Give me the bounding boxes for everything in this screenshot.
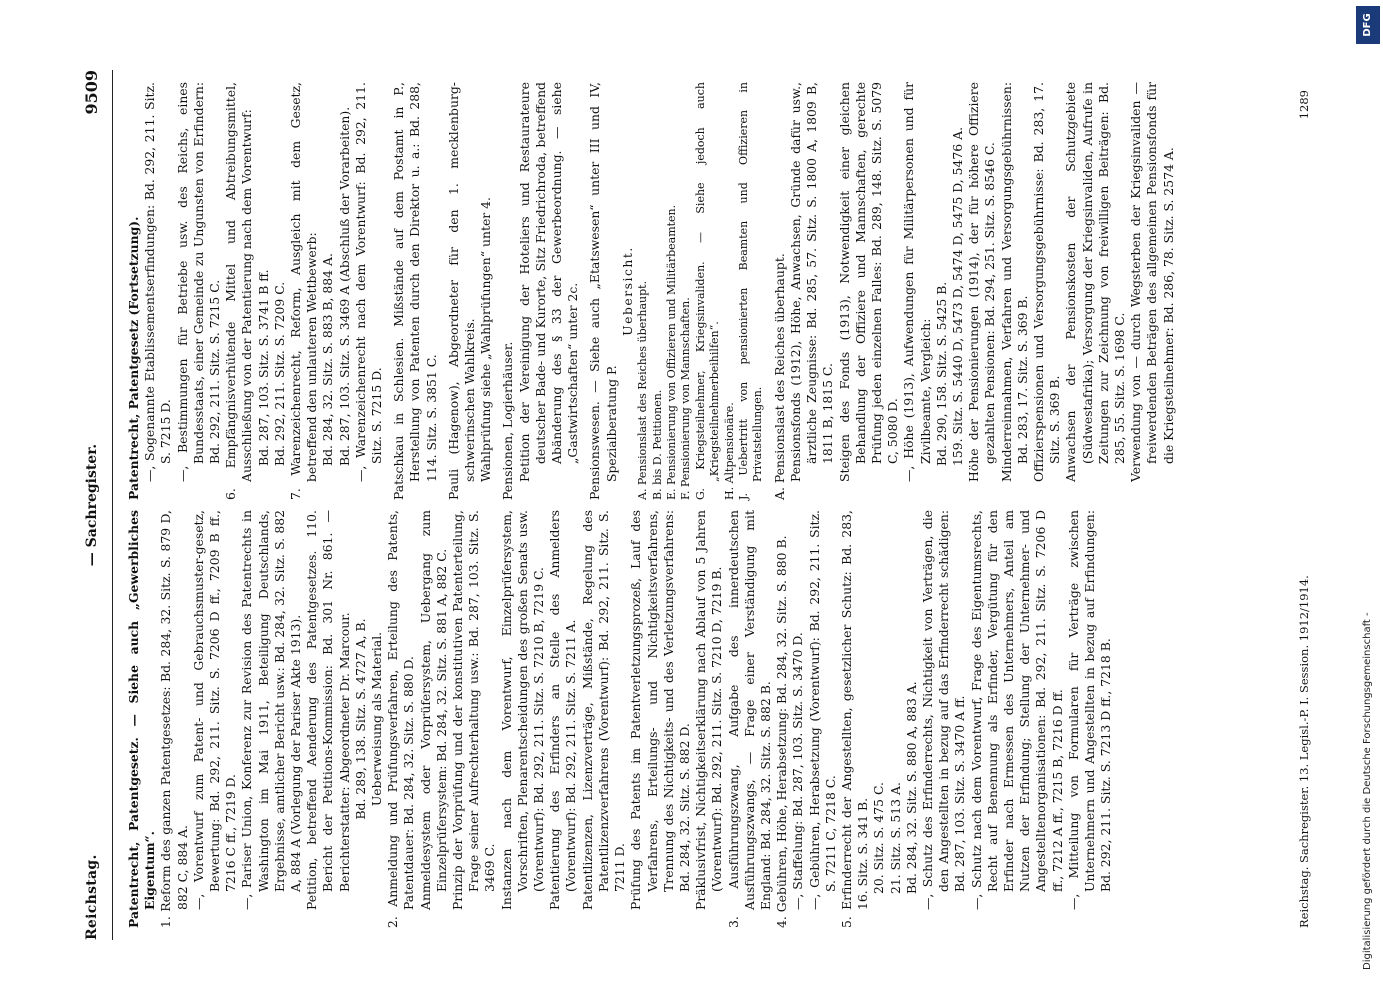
entry-line: A. Pensionslast des Reiches überhaupt. xyxy=(636,280,650,500)
page-number: 9509 xyxy=(82,70,101,115)
entry-line: Bd. 284, 32. Sitz. S. 880 A, 883 A. xyxy=(903,681,919,894)
entry-line: Pensionsfonds (1912), Höhe, Anwachsen, Gründe dafür usw., ärztliche Zeugnisse: Bd. 285, 57. Sitz. S. 1800 A, 1809 B, 1811 B, 1815 C. xyxy=(787,82,836,482)
footer-left: Reichstag. Sachregister. 13. Legisl.-P. I. Session. 1912/1914. xyxy=(1297,575,1311,928)
entry-line: —, Höhe (1913), Aufwendungen für Militärpersonen und für Zivilbeamte, Vergleich: xyxy=(901,82,933,482)
entry-line: Bd. 287, 103. Sitz. S. 3741 B ff. xyxy=(255,269,271,466)
entry-line: A. Pensionslast des Reiches überhaupt. xyxy=(771,253,787,500)
entry-line: —, Mitteilung von Formularen für Verträge zwischen Unternehmern und Angestellten in bezug auf Erfindungen: Bd. 292, 211. Sitz. S. 7213 D ff., 7218 B. xyxy=(1065,510,1114,910)
entry-line: 7. Warenzeichenrecht, Reform, Ausgleich mit dem Gesetz, betreffend den unlauteren Wettbewerb: xyxy=(288,82,320,500)
entry-line: Offizierspensionen und Versorgungsgebührnisse: Bd. 283, 17. Sitz. S. 369 B. xyxy=(1031,82,1063,482)
entry-line: Petition, betreffend Aenderung des Patentgesetzes. 110. Bericht der Petitions-Kommission: Bd. 301 Nr. 861. — Berichterstatter: Abgeordneter Dr. Marcour. xyxy=(304,510,352,910)
entry-line: Anwachsen der Pensionskosten der Schutzgebiete (Südwestafrika); Versorgung der Kriegsinvaliden, Aufrufe in Zeitungen zur Zeichnung von freiwilligen Beiträgen: Bd. 285, 55. Sitz. S. 1698 C. xyxy=(1063,82,1128,482)
entry-line: Verwendung von — durch Wegsterben der Kriegsinvaliden — freiwerdenden Beträgen des allgemeinen Pensionsfonds für die Kriegsteilnehmer: Bd. 286, 78. Sitz. S. 2574 A. xyxy=(1128,82,1176,482)
entry-line: 1. Reform des ganzen Patentgesetzes: Bd. 284, 32. Sitz. S. 879 D, 882 C, 884 A. xyxy=(158,510,190,928)
entry-line: Prinzip der Vorprüfung und der konstitutiven Patenterteilung, Frage seiner Aufrechterhaltung usw.: Bd. 287, 103. Sitz. S. 3469 C. xyxy=(450,510,498,910)
entry-line: Pauli (Hagenow), Abgeordneter für den 1. mecklenburg-schwerinschen Wahlkreis. xyxy=(445,82,478,500)
entry-line: —, Vorentwurf zum Patent- und Gebrauchsmuster-gesetz, Bewertung: Bd. 292, 211. Sitz. S. 7206 D ff., 7209 B ff., 7216 C ff., 7219 D. xyxy=(190,510,239,910)
entry-line: Patentrecht, Patentgesetz (Fortsetzung). xyxy=(126,216,141,500)
entry-line: —, Sogenannte Etablissementserfindungen: Bd. 292, 211. Sitz. S. 7215 D. xyxy=(142,82,174,482)
footer-page-number: 1289 xyxy=(1297,90,1311,120)
entry-line: 159. Sitz. S. 5440 D, 5473 D, 5474 D, 5475 D, 5476 A. xyxy=(949,126,965,466)
entry-line: Patentlizenzen, Lizenzverträge, Mißstände, Regelung des Patentlizenzverfahrens (Vorentwurf): Bd. 292, 211. Sitz. S. 7211 D. xyxy=(579,510,628,910)
entry-line: —, Bestimmungen für Betriebe usw. des Reichs, eines Bundesstaats, einer Gemeinde zu Ungunsten von Erfindern: Bd. 292, 211. Sitz. S. 7215 C. xyxy=(174,82,223,482)
entry-line: Bd. 287, 103. Sitz. S. 3469 A (Abschluß der Vorarbeiten). xyxy=(336,106,352,466)
entry-line: B. bis D. Petitionen. xyxy=(650,389,664,500)
entry-line: Wahlprüfung siehe „Wahlprüfungen“ unter 4. xyxy=(478,197,494,482)
entry-line: Uebersicht. xyxy=(619,246,635,336)
entry-line: —, Schutz nach dem Vorentwurf, Frage des Eigentumsrechts, Recht auf Benennung als Erfinder, Vergütung für den Erfinder nach Ermessen des Unternehmers, Anteil am Nutzen der Erfindung; Stellung der Unternehmer- und Angestelltenorganisationen: Bd. 292, 211. Sitz. S. 7206 D ff., 7212 A ff., 7215 B, 7216 D ff. xyxy=(968,510,1065,910)
entry-line: Bd. 292, 211. Sitz. S. 7209 C. xyxy=(271,281,287,466)
entry-line: Höhe der Pensionierungen (1914), der für höhere Offiziere gezahlten Pensionen: Bd. 294, 251. Sitz. S. 8546 C. xyxy=(966,82,998,482)
entry-line: 5. Erfinderrecht der Angestellten, gesetzlicher Schutz: Bd. 283, 16. Sitz. S. 341 B. xyxy=(838,510,871,928)
entry-line: 4. Gebühren, Höhe, Herabsetzung: Bd. 284, 32. Sitz. S. 880 B. xyxy=(774,535,790,928)
digitization-text: Digitalisierung gefördert durch die Deutsche Forschungsgemeinschaft - xyxy=(1362,612,1373,970)
entry-line: Bd. 290, 158. Sitz. S. 5425 B. xyxy=(933,281,949,466)
left-column xyxy=(126,510,1114,928)
entry-line: 6. Empfängnisverhütende Mittel und Abtreibungsmittel, Ausschließung von der Patentierung nach dem Vorentwurf: xyxy=(223,82,255,500)
entry-line: —, Pariser Union, Konferenz zur Revision des Patentrechts in Washington im Mai 1911, Beteiligung Deutschlands, Ergebnisse, amtlicher Bericht usw.: Bd. 284, 32. Sitz. S. 882 A, 884 A (Vorlegung der Pariser Akte 1913). xyxy=(239,510,304,910)
entry-line: F. Pensionierung von Mannschaften. xyxy=(679,297,693,500)
entry-line: Patschkau in Schlesien. Mißstände auf dem Postamt in P., Herstellung von Patenten durch den Direktor u. a.: Bd. 288, 114. Sitz. S. 3851 C. xyxy=(391,82,439,500)
entry-line: Patentrecht, Patentgesetz. — Siehe auch „Gewerbliches Eigentum“. xyxy=(126,510,158,928)
header-left: Reichstag. xyxy=(84,854,100,940)
entry-line: —, Gebühren, Herabsetzung (Vorentwurf): Bd. 292, 211. Sitz. S. 7211 C, 7218 C. xyxy=(806,510,838,910)
entry-line: Instanzen nach dem Vorentwurf, Einzelprüfersystem, Vorschriften, Plenarentscheidungen des großen Senats usw. (Vorentwurf): Bd. 292, 211. Sitz. S. 7210 B, 7219 C. xyxy=(498,510,547,910)
entry-line: —, Warenzeichenrecht nach dem Vorentwurf: Bd. 292, 211. Sitz. S. 7215 D. xyxy=(352,82,385,482)
header-center: — Sachregister. xyxy=(84,443,100,567)
entry-line: —, Schutz des Erfinderrechts, Nichtigkeit von Verträgen, die den Angestellten in bezug auf das Erfinderrecht schädigen: Bd. 287, 103. Sitz. S. 3470 A ff. xyxy=(919,510,968,910)
entry-line: Pensionen, Logierhäuser. xyxy=(500,341,516,500)
entry-line: Bd. 289, 138. Sitz. S. 4727 A, B. xyxy=(352,618,368,820)
entry-line: Präklusivfrist, Nichtigkeitserklärung nach Ablauf von 5 Jahren (Vorentwurf): Bd. 292, 211. Sitz. S. 7210 D, 7219 B. xyxy=(693,510,725,910)
entry-line: 21. Sitz. S. 513 A. xyxy=(887,782,903,894)
entry-line: Bd. 284, 32. Sitz. S. 883 B, 884 A. xyxy=(320,253,336,466)
entry-line: Ueberweisung als Material. xyxy=(369,631,385,807)
dfg-logo-text: DFG xyxy=(1362,13,1373,37)
entry-line: Pensionswesen. — Siehe auch „Etatswesen“ unter III und IV, Spezialberatung P. xyxy=(587,82,619,500)
entry-line: Patentierung des Erfinders an Stelle des Anmelders (Vorentwurf): Bd. 292, 211. Sitz. S. 7211 A. xyxy=(547,510,579,910)
entry-line: 3. Ausführungszwang, Aufgabe des innerdeutschen Ausführungszwangs, — Frage einer Verständigung mit England: Bd. 284, 32. Sitz. S. 882 B. xyxy=(725,510,773,928)
entry-line: J. Uebertritt von pensionierten Beamten und Offizieren in Privatstellungen. xyxy=(736,82,765,500)
entry-line: H. Altpensionäre. xyxy=(722,402,736,500)
entry-line: 2. Anmeldung und Prüfungsverfahren, Erteilung des Patents, Patentdauer: Bd. 284, 32. Sitz. S. 880 D. xyxy=(385,510,417,928)
entry-line: E. Pensionierung von Offizieren und Militärbeamten. xyxy=(664,204,678,500)
entry-line: Anmeldesystem oder Vorprüfersystem, Uebergang zum Einzelprüfersystem: Bd. 284, 32. Sitz. S. 881 A, 882 C. xyxy=(417,510,449,910)
entry-line: Prüfung des Patents im Patentverletzungsprozeß, Lauf des Verfahrens, Erteilungs- und Nichtigkeitsverfahrens, Trennung des Nichtigkeits- und des Verletzungsverfahrens: Bd. 284, 32. Sitz. S. 882 D. xyxy=(628,510,692,910)
entry-line: Minderreinnahmen, Verfahren und Versorgungsgebührnissen: Bd. 283, 17. Sitz. S. 369 B. xyxy=(998,82,1030,482)
entry-line: —, Staffelung: Bd. 287, 103. Sitz. S. 3470 D. xyxy=(790,632,806,910)
entry-line: Steigen des Fonds (1913), Notwendigkeit einer gleichen Behandlung der Offiziere und Mannschaften, gerechte Prüfung jeden einzelnen Falles: Bd. 289, 148. Sitz. S. 5079 C, 5080 D. xyxy=(836,82,901,482)
dfg-logo xyxy=(1356,6,1380,44)
entry-line: Petition der Vereinigung der Hoteliers und Restaurateure deutscher Bade- und Kurorte, Sitz Friedrichroda, betreffend Abänderung des § 33 der Gewerbeordnung. — siehe „Gastwirtschaften“ unter 2c. xyxy=(516,82,581,482)
entry-line: 20. Sitz. S. 475 C. xyxy=(871,782,887,894)
page-header xyxy=(78,70,113,940)
entry-line: G. Kriegsteilnehmer, Kriegsinvaliden. — Siehe jedoch auch „Kriegsteilnehmerbeihilfen“. xyxy=(693,82,722,500)
right-column xyxy=(126,82,1177,500)
digitization-note xyxy=(1361,330,1375,970)
